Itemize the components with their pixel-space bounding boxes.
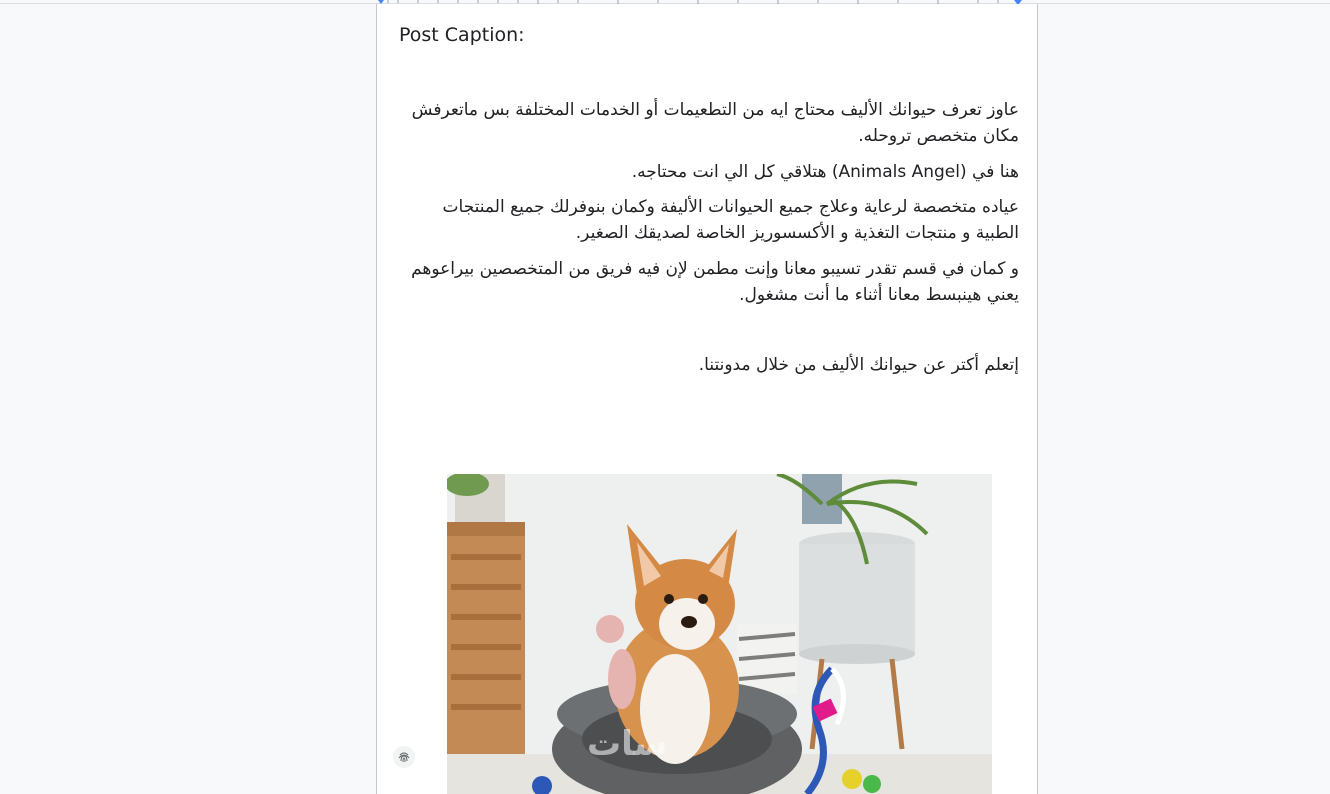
fingerprint-icon[interactable] (393, 746, 415, 768)
paragraph-brand[interactable]: هنا في (Animals Angel) هتلاقي كل الي انت محتاجه. (631, 162, 1019, 182)
paragraph-blog[interactable]: إتعلم أكتر عن حيوانك الأليف من خلال مدونتنا. (698, 355, 1019, 375)
caption-label: Post Caption: (399, 24, 525, 46)
paragraph-intro[interactable]: عاوز تعرف حيوانك الأليف محتاج ايه من التطعيمات أو الخدمات المختلفة بس ماتعرفش مكان متخصص تروحله. (411, 100, 1019, 146)
image-watermark: سات (587, 724, 668, 764)
paragraph-boarding[interactable]: و كمان في قسم تقدر تسيبو معانا وإنت مطمن لإن فيه فريق من المتخصصين بيراعوهم يعني هينبسط معانا أثناء ما أنت مشغول. (411, 259, 1019, 305)
document-page[interactable] (376, 4, 1038, 794)
corgi-photo[interactable] (447, 474, 992, 794)
paragraph-clinic[interactable]: عياده متخصصة لرعاية وعلاج جميع الحيوانات الأليفة وكمان بنوفرلك جميع المنتجات الطبية و منتجات التغذية و الأكسسوريز الخاصة لصديقك الصغير. (442, 197, 1019, 243)
